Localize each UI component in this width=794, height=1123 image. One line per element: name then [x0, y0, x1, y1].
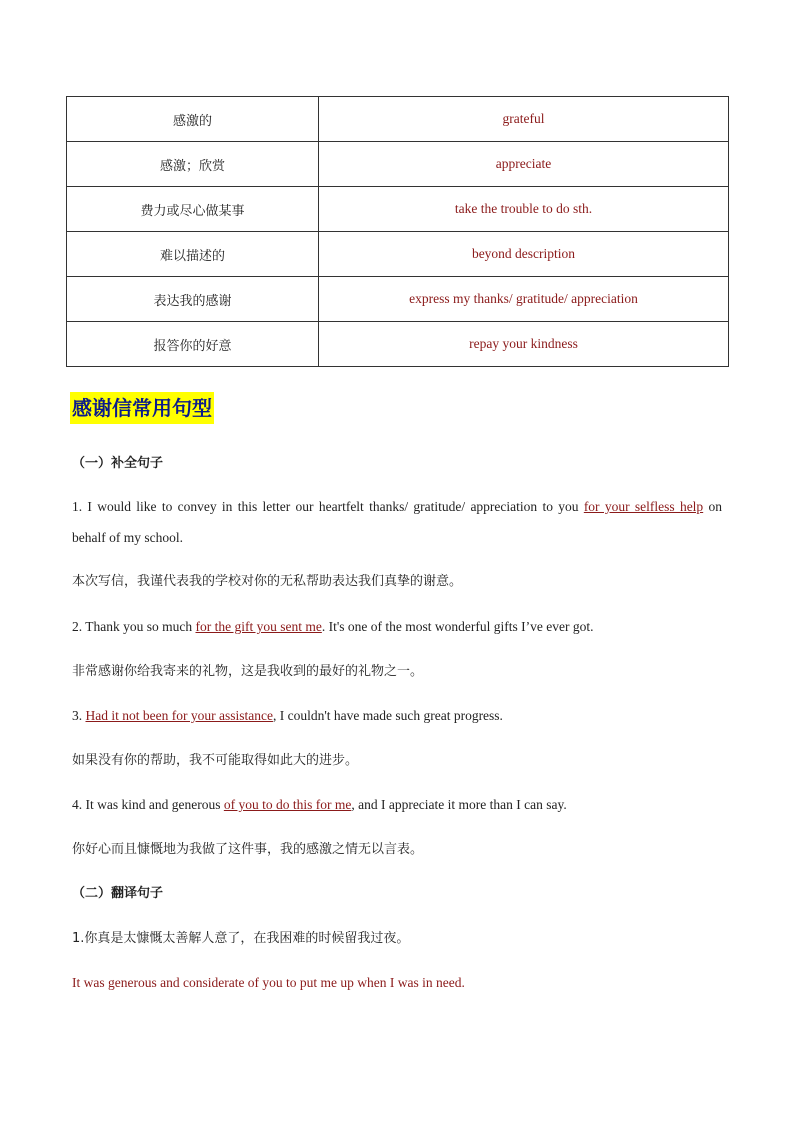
- vocab-english: repay your kindness: [319, 322, 729, 367]
- sentence-1-translation: 本次写信，我谨代表我的学校对你的无私帮助表达我们真挚的谢意。: [72, 574, 463, 589]
- answer-text: for your selfless help: [583, 499, 704, 514]
- sentence-text: 4. It was kind and generous: [72, 797, 224, 812]
- translation-answer-1: It was generous and considerate of you to put me up when I was in need.: [72, 975, 465, 990]
- sentence-4: [72, 795, 567, 815]
- vocabulary-table-body: [67, 97, 729, 367]
- vocab-english: take the trouble to do sth.: [319, 187, 729, 232]
- vocabulary-table: [66, 96, 729, 367]
- sentence-1-continued: behalf of my school.: [72, 530, 183, 545]
- vocab-chinese: 感激的: [67, 97, 319, 142]
- sentence-2-translation: 非常感谢你给我寄来的礼物，这是我收到的最好的礼物之一。: [72, 664, 424, 679]
- table-row: [67, 97, 729, 142]
- vocab-chinese: 费力或尽心做某事: [67, 187, 319, 232]
- table-row: [67, 142, 729, 187]
- section-2-title: （二）翻译句子: [72, 886, 164, 901]
- vocab-english: grateful: [319, 97, 729, 142]
- sentence-text: . It's one of the most wonderful gifts I’ve ever got.: [321, 619, 594, 634]
- sentence-4-translation: 你好心而且慷慨地为我做了这件事，我的感激之情无以言表。: [72, 842, 424, 857]
- translation-prompt-1: 1.你真是太慷慨太善解人意了，在我困难的时候留我过夜。: [72, 931, 410, 946]
- vocab-english: beyond description: [319, 232, 729, 277]
- sentence-2: [72, 617, 593, 637]
- vocab-chinese: 表达我的感谢: [67, 277, 319, 322]
- section-1-title: （一）补全句子: [72, 456, 164, 471]
- answer-text: for the gift you sent me: [195, 619, 322, 634]
- table-row: [67, 187, 729, 232]
- sentence-3: [72, 706, 503, 726]
- answer-text: Had it not been for your assistance: [85, 708, 273, 723]
- table-row: [67, 277, 729, 322]
- table-row: [67, 322, 729, 367]
- sentence-text: , I couldn't have made such great progress.: [272, 708, 503, 723]
- sentence-text: , and I appreciate it more than I can say.: [351, 797, 567, 812]
- vocab-english: appreciate: [319, 142, 729, 187]
- sentence-text: on: [703, 499, 722, 514]
- sentence-1: [72, 497, 722, 517]
- section-heading: 感谢信常用句型: [70, 392, 214, 424]
- sentence-3-translation: 如果没有你的帮助，我不可能取得如此大的进步。: [72, 753, 359, 768]
- sentence-text: 3.: [72, 708, 86, 723]
- sentence-text: 2. Thank you so much: [72, 619, 196, 634]
- answer-text: of you to do this for me: [223, 797, 352, 812]
- vocab-chinese: 报答你的好意: [67, 322, 319, 367]
- sentence-text: 1. I would like to convey in this letter our heartfelt thanks/ gratitude/ appreciation to you: [72, 499, 584, 514]
- vocab-chinese: 感激；欣赏: [67, 142, 319, 187]
- vocab-english: express my thanks/ gratitude/ appreciation: [319, 277, 729, 322]
- table-row: [67, 232, 729, 277]
- vocab-chinese: 难以描述的: [67, 232, 319, 277]
